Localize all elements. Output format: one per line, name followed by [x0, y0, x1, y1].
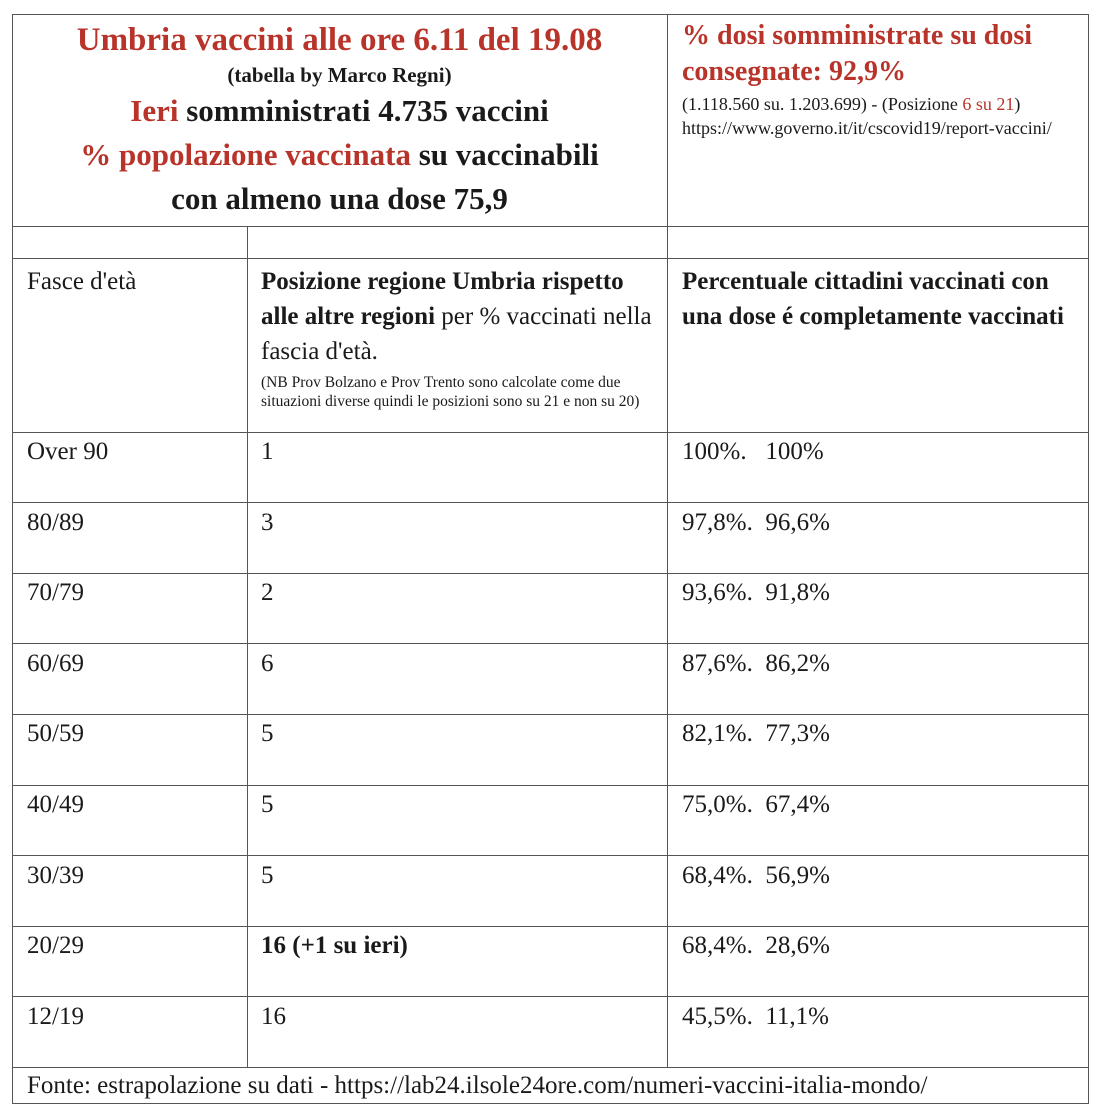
table-border-bottom	[12, 1103, 1089, 1104]
table-divider	[12, 855, 1089, 856]
table-cell-percentuale: 97,8%. 96,6%	[682, 509, 830, 536]
dosi-block	[682, 18, 1082, 140]
table-cell-fascia: 20/29	[27, 932, 84, 959]
dosi-detail-text: (1.118.560 su. 1.203.699) - (Posizione	[682, 94, 963, 114]
popolazione-line	[12, 134, 667, 176]
table-cell-posizione: 5	[261, 791, 274, 818]
table-divider	[12, 258, 1089, 259]
table-cell-posizione: 3	[261, 509, 274, 536]
table-cell-percentuale: 75,0%. 67,4%	[682, 791, 830, 818]
column-divider	[667, 14, 668, 1067]
table-cell-percentuale: 68,4%. 56,9%	[682, 862, 830, 889]
dosi-url: https://www.governo.it/it/cscovid19/report-vaccini/	[682, 118, 1052, 138]
dosi-posizione: 6 su 21	[962, 94, 1015, 114]
table-cell-fascia: 60/69	[27, 650, 84, 677]
table-cell-percentuale: 82,1%. 77,3%	[682, 720, 830, 747]
table-divider	[12, 785, 1089, 786]
dosi-title: % dosi somministrate su dosi consegnate: 92,9%	[682, 20, 1033, 87]
table-cell-posizione: 1	[261, 438, 274, 465]
posizione-header-bold: Posizione regione Umbria rispetto alle altre regioni	[261, 268, 624, 330]
popolazione-rest: su vaccinabili	[410, 137, 599, 172]
table-cell-posizione: 5	[261, 862, 274, 889]
table-divider	[12, 432, 1089, 433]
table-cell-posizione: 16	[261, 1003, 286, 1030]
table-cell-percentuale: 45,5%. 11,1%	[682, 1003, 829, 1030]
table-cell-percentuale: 100%. 100%	[682, 438, 824, 465]
column-header-fasce: Fasce d'età	[27, 268, 137, 295]
table-cell-posizione: 6	[261, 650, 274, 677]
ieri-word: Ieri	[130, 93, 179, 128]
posizione-header-note: (NB Prov Bolzano e Prov Trento sono calcolate come due situazioni diverse quindi le posizioni sono su 21 e non su 20)	[261, 374, 640, 410]
table-divider	[12, 226, 1089, 227]
table-divider	[12, 643, 1089, 644]
table-cell-fascia: 70/79	[27, 579, 84, 606]
table-divider	[12, 926, 1089, 927]
source-footer: Fonte: estrapolazione su dati - https://lab24.ilsole24ore.com/numeri-vaccini-italia-mondo/	[27, 1072, 928, 1099]
column-header-percentuale: Percentuale cittadini vaccinati con una dose é completamente vaccinati	[682, 268, 1064, 330]
table-cell-fascia: 80/89	[27, 509, 84, 536]
dosi-detail-close: )	[1014, 94, 1021, 114]
table-divider	[12, 996, 1089, 997]
table-cell-percentuale: 93,6%. 91,8%	[682, 579, 830, 606]
table-cell-posizione: 2	[261, 579, 274, 606]
column-divider	[247, 226, 248, 1067]
table-cell-percentuale: 87,6%. 86,2%	[682, 650, 830, 677]
popolazione-label: % popolazione vaccinata	[80, 137, 411, 172]
table-divider	[12, 1067, 1089, 1068]
dosi-detail	[682, 92, 1082, 116]
table-cell-fascia: 40/49	[27, 791, 84, 818]
table-cell-fascia: Over 90	[27, 438, 109, 465]
table-cell-fascia: 12/19	[27, 1003, 84, 1030]
table-divider	[12, 714, 1089, 715]
table-cell-fascia: 30/39	[27, 862, 84, 889]
table-cell-percentuale: 68,4%. 28,6%	[682, 932, 830, 959]
table-cell-posizione: 5	[261, 720, 274, 747]
table-cell-posizione: 16 (+1 su ieri)	[261, 932, 408, 959]
page-title: Umbria vaccini alle ore 6.11 del 19.08	[76, 22, 603, 58]
table-border-right	[1088, 14, 1089, 1104]
page-subtitle: (tabella by Marco Regni)	[227, 63, 452, 87]
column-header-posizione	[261, 264, 659, 411]
table-divider	[12, 502, 1089, 503]
table-border-top	[12, 14, 1089, 15]
popolazione-value-line: con almeno una dose 75,9	[171, 181, 508, 216]
ieri-line	[12, 90, 667, 132]
ieri-rest: somministrati 4.735 vaccini	[178, 93, 549, 128]
table-cell-fascia: 50/59	[27, 720, 84, 747]
posizione-header-rest: per % vaccinati nella fascia d'età.	[261, 303, 652, 365]
table-divider	[12, 573, 1089, 574]
title-block	[12, 20, 667, 220]
